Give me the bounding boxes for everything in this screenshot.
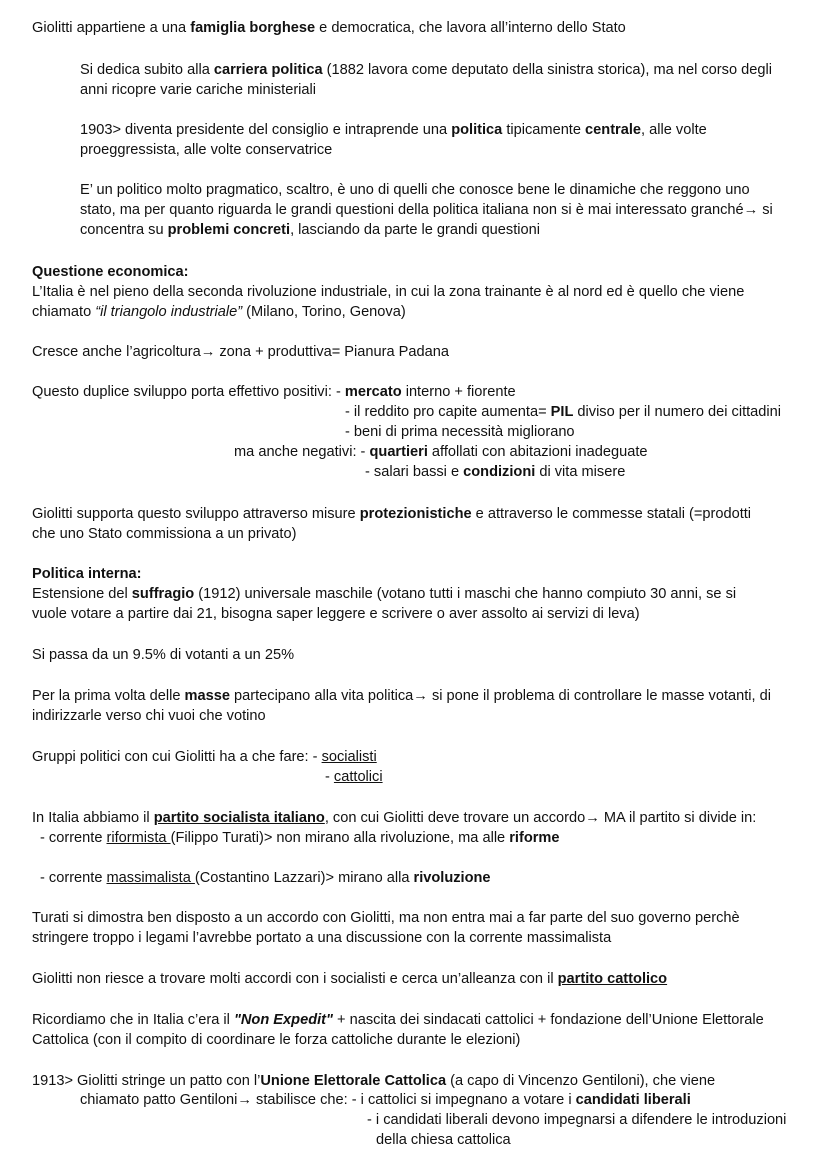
y1903-line-2: proeggressista, alle volte conservatrice [80,142,333,158]
career-line-1: Si dedica subito alla carriera politica (1882 lavora come deputato della sinistra storica), ma nel corso degli [80,62,772,78]
pact-line-4: della chiesa cattolica [376,1132,511,1148]
masses-line-1: Per la prima volta delle masse partecipano alla vita politica→ si pone il problema di controllare le masse votanti, di [32,688,772,704]
turati-line-1: Turati si dimostra ben disposto a un accordo con Giolitti, ma non entra mai a far parte del suo governo perchè [32,910,740,926]
non-expedit-line-2: Cattolica (con il compito di coordinare le forza cattoliche durante le elezioni) [32,1032,521,1048]
economic-line-2: chiamato “il triangolo industriale” (Milano, Torino, Genova) [32,304,406,320]
development-line-5: - salari bassi e condizioni di vita misere [365,464,626,480]
economic-heading: Questione economica: [32,264,189,280]
pragmatic-line-2: stato, ma per quanto riguarda le grandi questioni della politica italiana non si è mai interessato granché→ si [80,202,773,218]
development-line-2: - il reddito pro capite aumenta= PIL diviso per il numero dei cittadini [345,404,782,420]
intro-line: Giolitti appartiene a una famiglia borghese e democratica, che lavora all’interno dello Stato [32,20,626,36]
development-line-1: Questo duplice sviluppo porta effettivo positivi: - mercato interno + fiorente [32,384,516,400]
protection-line-2: che uno Stato commissiona a un privato) [32,526,297,542]
catholic-party-line: Giolitti non riesce a trovare molti accordi con i socialisti e cerca un’alleanza con il partito cattolico [32,971,668,987]
groups-line-1: Gruppi politici con cui Giolitti ha a che fare: - socialisti [32,749,377,765]
reformist-line: - corrente riformista (Filippo Turati)> non mirano alla rivoluzione, ma alle riforme [40,830,560,846]
groups-line-2: - cattolici [325,769,383,785]
career-line-2: anni ricopre varie cariche ministeriali [80,82,317,98]
y1903-line-1: 1903> diventa presidente del consiglio e intraprende una politica tipicamente centrale, alle volte [80,122,707,138]
pragmatic-line-1: E’ un politico molto pragmatico, scaltro, è uno di quelli che conosce bene le dinamiche che reggono uno [80,182,750,198]
suffrage-line-2: vuole votare a partire dai 21, bisogna saper leggere e scrivere o aver assolto ai servizi di leva) [32,606,640,622]
development-line-3: - beni di prima necessità migliorano [345,424,575,440]
maximalist-line: - corrente massimalista (Costantino Lazzari)> mirano alla rivoluzione [40,870,491,886]
development-line-4: ma anche negativi: - quartieri affollati con abitazioni inadeguate [234,444,648,460]
internal-heading: Politica interna: [32,566,142,582]
non-expedit-line-1: Ricordiamo che in Italia c’era il "Non Expedit" + nascita dei sindacati cattolici + fondazione dell’Unione Elettorale [32,1012,764,1028]
pragmatic-line-3: concentra su problemi concreti, lasciando da parte le grandi questioni [80,222,540,238]
economic-line-1: L’Italia è nel pieno della seconda rivoluzione industriale, in cui la zona trainante è al nord ed è quello che viene [32,284,745,300]
agriculture-line: Cresce anche l’agricoltura→ zona + produttiva= Pianura Padana [32,344,449,360]
pact-line-2: chiamato patto Gentiloni→ stabilisce che: - i cattolici si impegnano a votare i candidati liberali [80,1092,691,1108]
turati-line-2: stringere troppo i legami l’avrebbe portato a una discussione con la corrente massimalista [32,930,612,946]
pact-line-3: - i candidati liberali devono impegnarsi a difendere le introduzioni [367,1112,787,1128]
suffrage-line-1: Estensione del suffragio (1912) universale maschile (votano tutti i maschi che hanno compiuto 30 anni, se si [32,586,737,602]
psi-line: In Italia abbiamo il partito socialista italiano, con cui Giolitti deve trovare un accordo→ MA il partito si divide in: [32,810,757,826]
voters-percentage-line: Si passa da un 9.5% di votanti a un 25% [32,647,295,663]
protection-line-1: Giolitti supporta questo sviluppo attraverso misure protezionistiche e attraverso le commesse statali (=prodotti [32,506,752,522]
pact-line-1: 1913> Giolitti stringe un patto con l’Unione Elettorale Cattolica (a capo di Vincenzo Gentiloni), che viene [32,1073,716,1089]
masses-line-2: indirizzarle verso chi vuoi che votino [32,708,266,724]
